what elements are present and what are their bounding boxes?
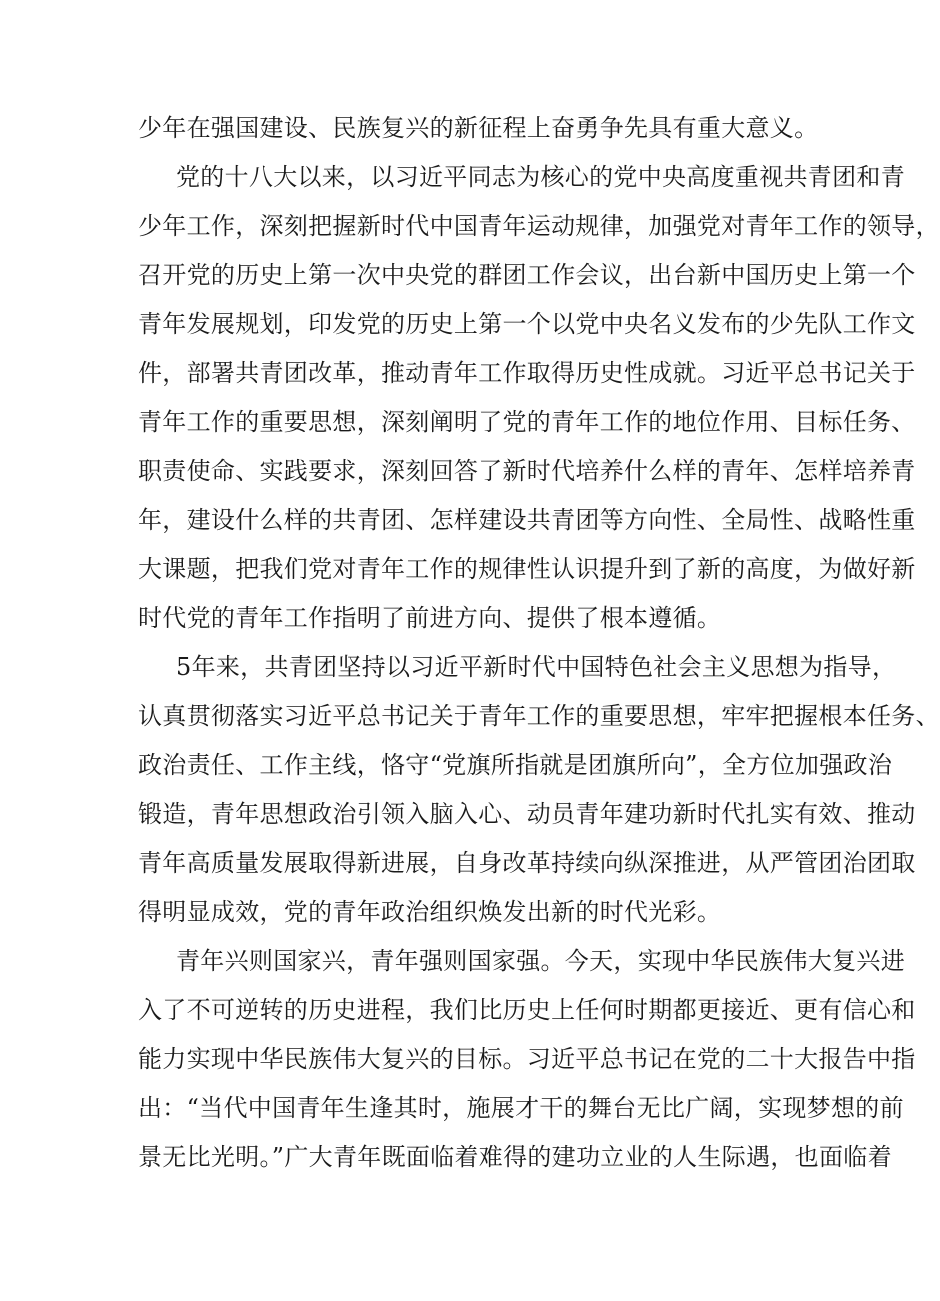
text-line: 少年工作，深刻把握新时代中国青年运动规律，加强党对青年工作的领导， [138,212,940,240]
text-line: 年，建设什么样的共青团、怎样建设共青团等方向性、全局性、战略性重 [138,506,916,534]
text-line: 召开党的历史上第一次中央党的群团工作会议，出台新中国历史上第一个 [138,261,916,289]
text-line: 能力实现中华民族伟大复兴的目标。习近平总书记在党的二十大报告中指 [138,1045,916,1073]
text-line: 入了不可逆转的历史进程，我们比历史上任何时期都更接近、更有信心和 [138,996,916,1024]
text-line: 少年在强国建设、民族复兴的新征程上奋勇争先具有重大意义。 [138,114,819,142]
text-line: 出：“当代中国青年生逢其时，施展才干的舞台无比广阔，实现梦想的前 [138,1094,904,1122]
text-line: 青年高质量发展取得新进展，自身改革持续向纵深推进，从严管团治团取 [138,849,916,877]
text-line: 党的十八大以来，以习近平同志为核心的党中央高度重视共青团和青 [176,163,905,191]
text-line: 政治责任、工作主线，恪守“党旗所指就是团旗所向”，全方位加强政治 [138,751,893,779]
text-line: 锻造，青年思想政治引领入脑入心、动员青年建功新时代扎实有效、推动 [138,800,916,828]
text-line: 5年来，共青团坚持以习近平新时代中国特色社会主义思想为指导， [176,653,897,681]
text-line: 得明显成效，党的青年政治组织焕发出新的时代光彩。 [138,898,722,926]
text-line: 青年工作的重要思想，深刻阐明了党的青年工作的地位作用、目标任务、 [138,408,916,436]
text-line: 景无比光明。”广大青年既面临着难得的建功立业的人生际遇，也面临着 [138,1143,892,1171]
text-line: 青年发展规划，印发党的历史上第一个以党中央名义发布的少先队工作文 [138,310,916,338]
body-text [138,104,940,1182]
text-line: 青年兴则国家兴，青年强则国家强。今天，实现中华民族伟大复兴进 [176,947,905,975]
text-line: 认真贯彻落实习近平总书记关于青年工作的重要思想，牢牢把握根本任务、 [138,702,940,730]
text-line: 件，部署共青团改革，推动青年工作取得历史性成就。习近平总书记关于 [138,359,916,387]
text-line: 时代党的青年工作指明了前进方向、提供了根本遵循。 [138,604,722,632]
text-line: 大课题，把我们党对青年工作的规律性认识提升到了新的高度，为做好新 [138,555,916,583]
text-line: 职责使命、实践要求，深刻回答了新时代培养什么样的青年、怎样培养青 [138,457,916,485]
